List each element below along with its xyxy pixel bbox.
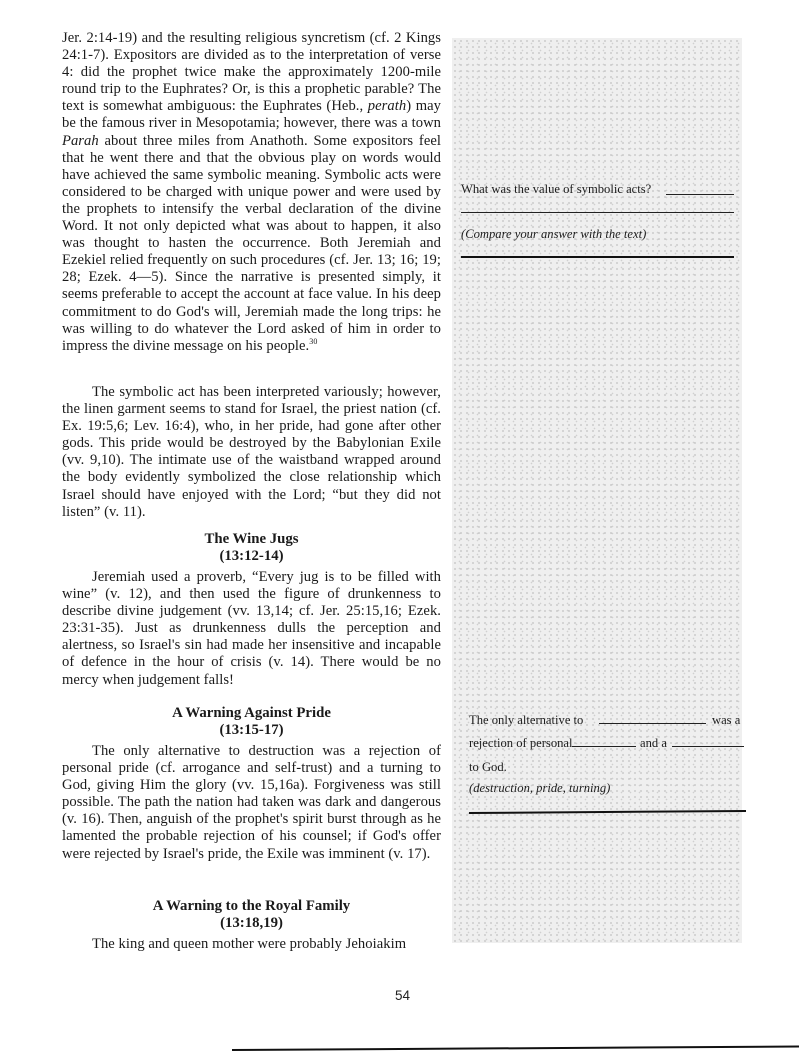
section-divider-1 <box>461 256 734 258</box>
section-heading-warning-pride <box>62 705 441 739</box>
intro-italic-perath: perath <box>367 98 407 115</box>
question-1-hint: (Compare your answer with the text) <box>461 227 647 241</box>
intro-paragraph <box>62 30 441 355</box>
footnote-marker: 30 <box>309 336 318 346</box>
bottom-rule <box>232 1046 799 1051</box>
question-2-answers: (destruction, pride, turning) <box>469 781 611 795</box>
page-number: 54 <box>395 988 411 1003</box>
question-2-line-1-start: The only alternative to <box>469 713 584 727</box>
intro-text-1: Jer. 2:14-19) and the resulting religious syncretism (cf. 2 Kings 24:1-7). Expositors are divided as to the interpretation of verse 4: did the prophet twice make the approximately 1200-mile round trip to the Euphrates? Or, is this a prophetic parable? The text is somewhat ambiguous: the Euphrates (Heb., <box>62 30 441 115</box>
intro-italic-parah: Parah <box>62 132 99 149</box>
section-reference: (13:18,19) <box>220 915 283 931</box>
question-2-line-2-start: rejection of personal <box>469 736 573 750</box>
answer-blank-2a[interactable] <box>599 723 706 724</box>
answer-blank-1a[interactable] <box>666 194 734 195</box>
answer-blank-2b[interactable] <box>572 746 636 747</box>
answer-blank-1b[interactable] <box>461 212 734 213</box>
study-guide-panel <box>452 38 742 943</box>
question-2-line-3: to God. <box>469 760 507 774</box>
section-heading-royal-family <box>62 898 441 932</box>
intro-text-3: about three miles from Anathoth. Some expositors feel that he went there and that the obvious play on words would have achieved the same symbolic meaning. Symbolic acts were considered to be charged with unique power and were used by the prophets to intensify the verbal declaration of the divine Word. It not only depicted what was about to happen, it also was thought to hasten the occurrence. Both Jeremiah and Ezekiel relied frequently on such procedures (cf. Jer. 13; 16; 19; 28; Ezek. 4—5). Since the narrative is presented simply, it seems preferable to accept the account at face value. In his deep commitment to do God's will, Jeremiah made the long trips: he was willing to do whatever the Lord asked of him in order to impress the divine message on his people. <box>62 132 441 354</box>
section-title: A Warning Against Pride <box>172 705 331 721</box>
section-reference: (13:15-17) <box>219 722 284 738</box>
warning-pride-paragraph: The only alternative to destruction was a rejection of personal pride (cf. arrogance and self-trust) and a turning to God, giving Him the glory (vv. 15,16a). Forgiveness was still possible. The path the nation had taken was dark and dangerous (v. 16). Then, anguish of the prophet's spirit burst through as he lamented the probable rejection of his counsel; if God's offer were rejected by Israel's pride, the Exile was imminent (v. 17). <box>62 743 441 862</box>
intro-text-2: ) may be the famous river in Mesopotamia; however, there was a town <box>62 98 441 132</box>
wine-jugs-paragraph: Jeremiah used a proverb, “Every jug is to be filled with wine” (v. 12), and then used the figure of drunkenness to describe divine judgement (vv. 13,14; cf. Jer. 25:15,16; Ezek. 23:31-35). Just as drunkenness dulls the perception and alertness, so Israel's sin had made her insensitive and incapable of defence in the hour of crisis (v. 14). There would be no mercy when judgement falls! <box>62 569 441 688</box>
question-1-prompt: What was the value of symbolic acts? <box>461 182 652 196</box>
royal-family-paragraph: The king and queen mother were probably Jehoiakim <box>92 936 407 952</box>
question-2-line-1-end: was a <box>712 713 741 727</box>
section-reference: (13:12-14) <box>219 548 284 564</box>
section-title: The Wine Jugs <box>204 531 299 547</box>
question-2-line-2-mid: and a <box>640 736 667 750</box>
section-heading-wine-jugs <box>62 531 441 565</box>
answer-blank-2c[interactable] <box>672 746 744 747</box>
symbolic-act-paragraph: The symbolic act has been interpreted variously; however, the linen garment seems to stand for Israel, the priest nation (cf. Ex. 19:5,6; Lev. 16:4), who, in her pride, had gone after other gods. This pride would be destroyed by the Babylonian Exile (vv. 9,10). The intimate use of the waistband wrapped around the body evidently symbolized the close relationship which Israel should have enjoyed with the Lord; “but they did not listen” (v. 11). <box>62 384 441 520</box>
section-title: A Warning to the Royal Family <box>152 898 351 914</box>
